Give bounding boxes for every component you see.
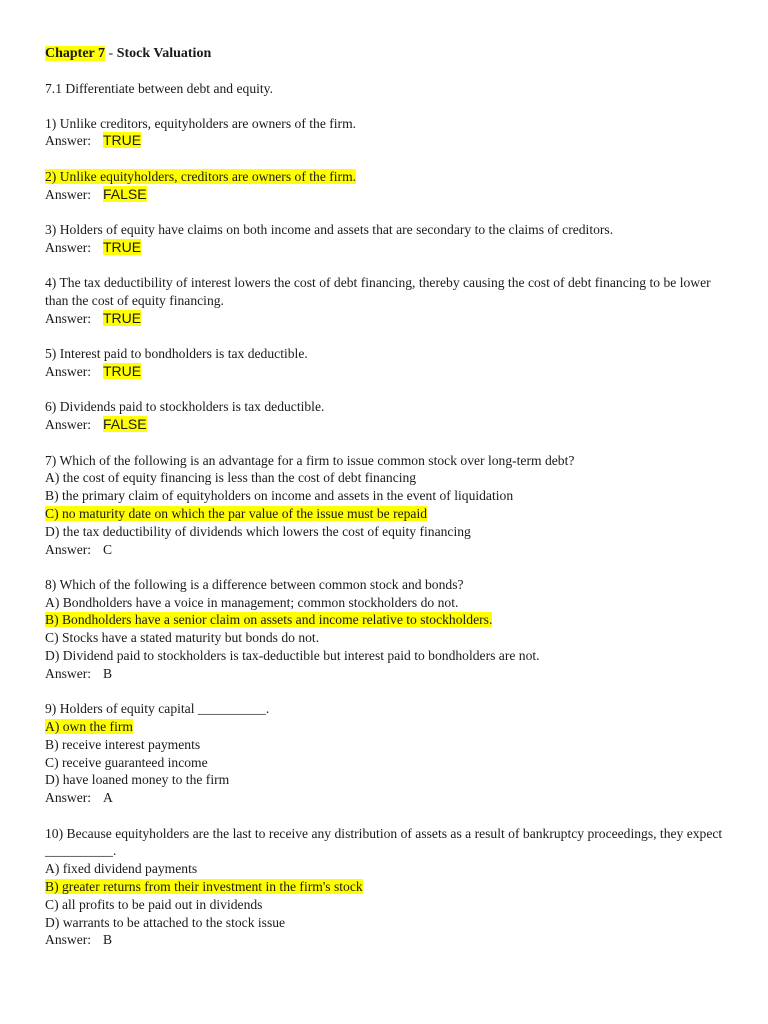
answer-value: B xyxy=(103,665,113,681)
question-text: 4) The tax deductibility of interest lowers the cost of debt financing, thereby causing the cost of debt financing to be lower than the cost of equity financing. xyxy=(45,275,711,308)
question-text: 1) Unlike creditors, equityholders are owners of the firm. xyxy=(45,115,357,131)
answer-line xyxy=(45,310,723,328)
question-item xyxy=(45,825,723,950)
answer-line xyxy=(45,363,723,381)
answer-line xyxy=(45,931,723,949)
answer-label: Answer: xyxy=(45,417,92,433)
option-a: A) own the firm xyxy=(45,719,133,735)
answer-label: Answer: xyxy=(45,363,92,379)
answer-line xyxy=(45,789,723,807)
answer-line xyxy=(45,186,723,204)
chapter-title: Stock Valuation xyxy=(116,46,212,61)
option-b: B) greater returns from their investment in the firm's stock xyxy=(45,879,363,895)
answer-value: TRUE xyxy=(103,309,142,326)
title-separator: - xyxy=(105,46,117,61)
question-text: 9) Holders of equity capital __________. xyxy=(45,701,270,717)
question-item xyxy=(45,700,723,807)
answer-value: FALSE xyxy=(103,416,147,433)
question-item xyxy=(45,452,723,559)
question-item xyxy=(45,398,723,434)
answer-label: Answer: xyxy=(45,239,92,255)
question-item xyxy=(45,221,723,257)
answer-label: Answer: xyxy=(45,932,92,948)
option-c: C) no maturity date on which the par value of the issue must be repaid xyxy=(45,505,428,521)
option-b: B) the primary claim of equityholders on income and assets in the event of liquidation xyxy=(45,488,514,504)
option-b: B) receive interest payments xyxy=(45,736,201,752)
answer-line xyxy=(45,416,723,434)
answer-label: Answer: xyxy=(45,790,92,806)
answer-line xyxy=(45,239,723,257)
chapter-label: Chapter 7 xyxy=(45,46,106,61)
answer-value: B xyxy=(103,932,113,948)
answer-label: Answer: xyxy=(45,541,92,557)
question-item xyxy=(45,345,723,381)
answer-value: C xyxy=(103,541,113,557)
answer-label: Answer: xyxy=(45,133,92,149)
option-c: C) all profits to be paid out in dividends xyxy=(45,896,263,912)
question-text: 2) Unlike equityholders, creditors are owners of the firm. xyxy=(45,168,357,184)
answer-label: Answer: xyxy=(45,310,92,326)
answer-value: TRUE xyxy=(103,132,142,149)
question-text: 3) Holders of equity have claims on both income and assets that are secondary to the claims of creditors. xyxy=(45,221,614,237)
question-text: 6) Dividends paid to stockholders is tax deductible. xyxy=(45,399,325,415)
answer-value: A xyxy=(103,790,113,806)
option-d: D) the tax deductibility of dividends which lowers the cost of equity financing xyxy=(45,523,471,539)
option-a: A) fixed dividend payments xyxy=(45,861,198,877)
option-a: A) the cost of equity financing is less than the cost of debt financing xyxy=(45,470,417,486)
option-d: D) Dividend paid to stockholders is tax-deductible but interest paid to bondholders are not. xyxy=(45,648,540,664)
question-item xyxy=(45,168,723,204)
page-title xyxy=(45,45,723,63)
answer-value: TRUE xyxy=(103,362,142,379)
answer-value: TRUE xyxy=(103,238,142,255)
answer-line xyxy=(45,132,723,150)
answer-value: FALSE xyxy=(103,185,147,202)
question-item xyxy=(45,274,723,327)
option-c: C) Stocks have a stated maturity but bonds do not. xyxy=(45,630,320,646)
section-heading: 7.1 Differentiate between debt and equity. xyxy=(45,80,273,96)
question-text: 5) Interest paid to bondholders is tax deductible. xyxy=(45,346,308,362)
option-c: C) receive guaranteed income xyxy=(45,754,208,770)
question-text: 8) Which of the following is a difference between common stock and bonds? xyxy=(45,576,464,592)
option-d: D) have loaned money to the firm xyxy=(45,772,230,788)
question-item xyxy=(45,576,723,683)
question-item xyxy=(45,115,723,151)
option-d: D) warrants to be attached to the stock issue xyxy=(45,914,286,930)
answer-label: Answer: xyxy=(45,186,92,202)
option-a: A) Bondholders have a voice in management; common stockholders do not. xyxy=(45,594,459,610)
question-text: 10) Because equityholders are the last to receive any distribution of assets as a result of bankruptcy proceedings, they expect __________. xyxy=(45,825,723,859)
answer-label: Answer: xyxy=(45,665,92,681)
answer-line xyxy=(45,541,723,559)
question-text: 7) Which of the following is an advantage for a firm to issue common stock over long-term debt? xyxy=(45,452,575,468)
option-b: B) Bondholders have a senior claim on assets and income relative to stockholders. xyxy=(45,612,493,628)
answer-line xyxy=(45,665,723,683)
